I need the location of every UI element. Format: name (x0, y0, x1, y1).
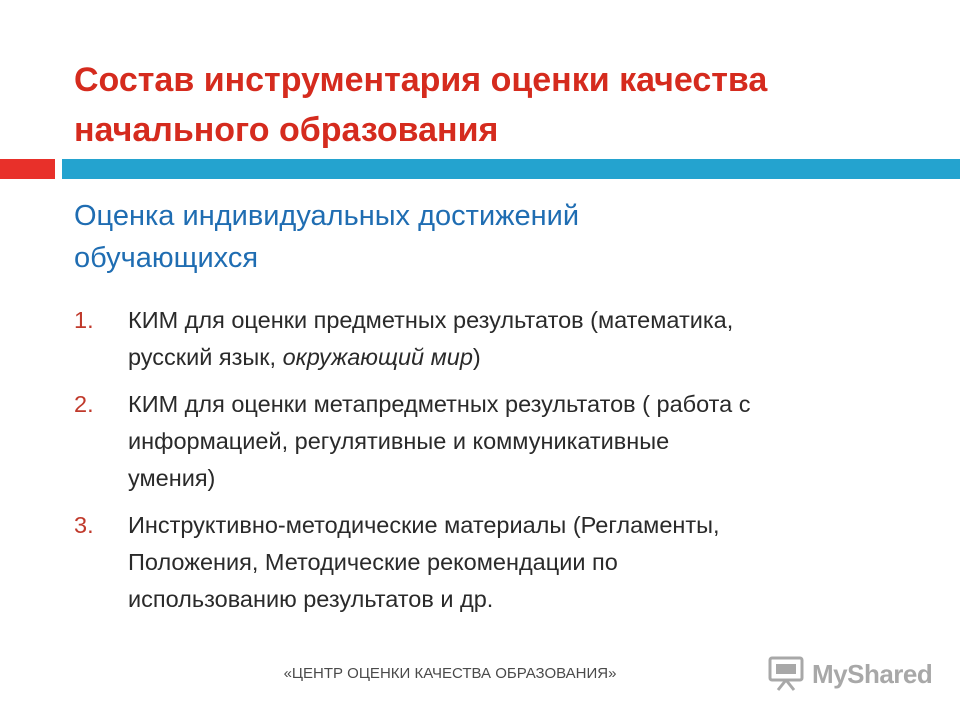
watermark-text: MyShared (812, 658, 933, 689)
list-item-number: 2. (74, 391, 94, 417)
slide-footer: «ЦЕНТР ОЦЕНКИ КАЧЕСТВА ОБРАЗОВАНИЯ» (283, 665, 617, 682)
subtitle-line-2: обучающихся (74, 242, 259, 274)
list-item-text: русский язык, (128, 344, 283, 370)
accent-bar-blue (62, 159, 960, 179)
list-item-line: Положения, Методические рекомендации по (128, 549, 618, 575)
list-item-text: ) (472, 344, 481, 370)
accent-bar-red (0, 159, 55, 179)
list-item (74, 302, 924, 376)
watermark-logo (766, 654, 932, 694)
list-item (74, 386, 924, 497)
title-line-1: Состав инструментария оценки качества (74, 61, 768, 99)
list-item (74, 507, 924, 618)
list-item-number: 3. (74, 512, 94, 538)
list-item-line: КИМ для оценки метапредметных результатов ( работа с (128, 391, 751, 417)
list-item-line: умения) (128, 465, 216, 491)
list-item-line: информацией, регулятивные и коммуникативные (128, 428, 670, 454)
slide-title (74, 55, 914, 155)
list-item-line: Инструктивно-методические материалы (Регламенты, (128, 512, 720, 538)
list-item-number: 1. (74, 307, 94, 333)
list-item-line (128, 339, 924, 376)
subtitle-line-1: Оценка индивидуальных достижений (74, 200, 580, 232)
list-item-italic-text: окружающий мир (282, 344, 473, 370)
title-line-2: начального образования (74, 111, 499, 149)
slide-subtitle (74, 195, 914, 279)
list-item-line: КИМ для оценки предметных результатов (математика, (128, 307, 734, 333)
list-item-line: использованию результатов и др. (128, 586, 494, 612)
presentation-board-icon (766, 656, 806, 692)
instrument-list (74, 302, 924, 628)
